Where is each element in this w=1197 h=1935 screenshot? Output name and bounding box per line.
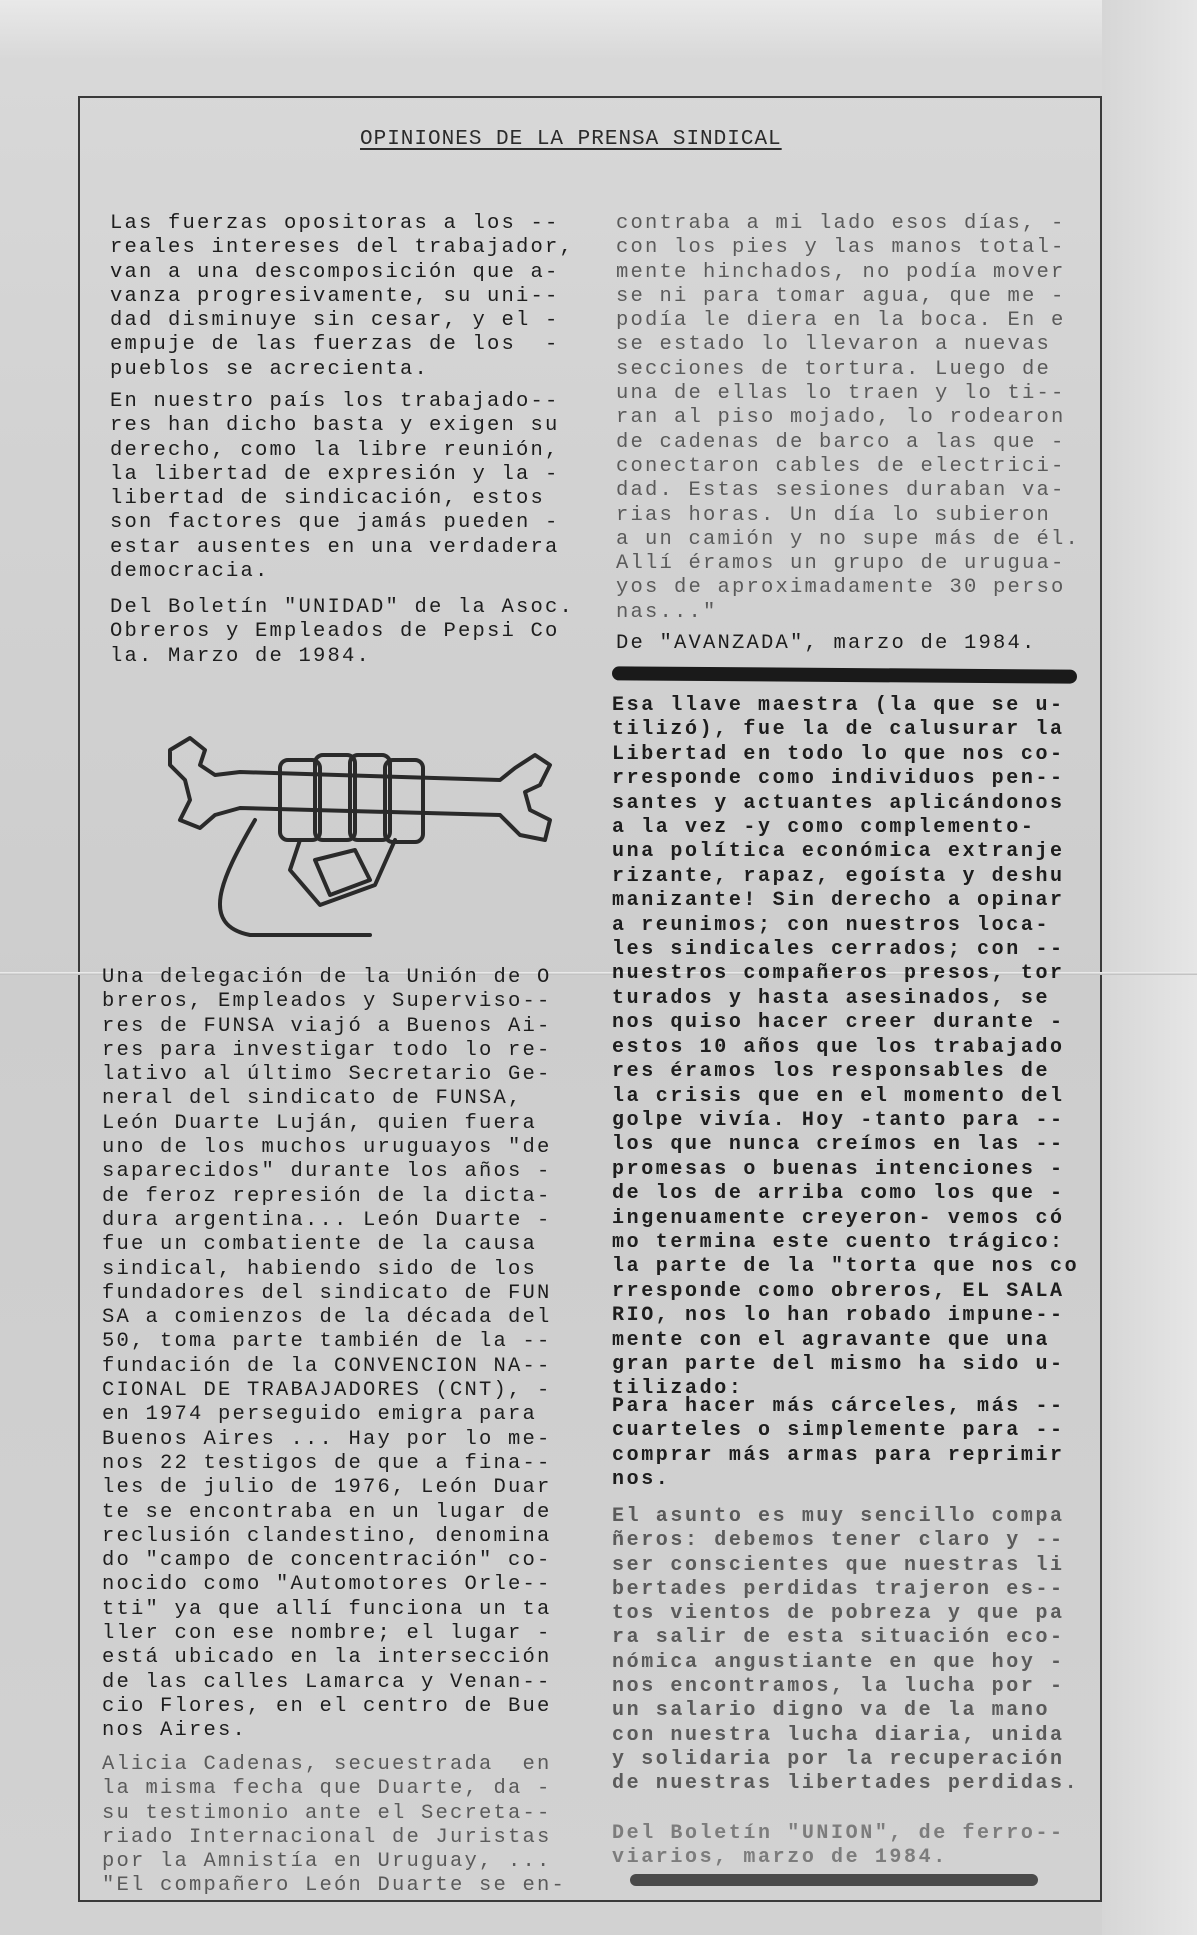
right-paragraph-testimony: contraba a mi lado esos días, - con los pies y las manos total- mente hinchados, no podía mover se ni para tomar agua, que me - podía le diera en la boca. En e se estado lo llevaron a nuevas secciones de tortura. Luego de una de ellas lo traen y lo ti-- ran al piso mojado, lo rodearon de cadenas de barco a las que - conectaron cables de electrici- dad. Estas sesiones duraban va- rias horas. Un día lo subieron a un camión y no supe más de él. Allí éramos un grupo de urugua- yos de aproximadamente 30 perso nas..." (616, 212, 1081, 624)
bottom-ink-bar (630, 1874, 1038, 1886)
left-source-unidad: Del Boletín "UNIDAD" de la Asoc. Obreros y Empleados de Pepsi Co la. Marzo de 1984. (110, 596, 575, 668)
right-source-union: Del Boletín "UNION", de ferro-- viarios, marzo de 1984. (612, 1822, 1065, 1870)
left-paragraph-1: Las fuerzas opositoras a los -- reales intereses del trabajador, van a una descomposición que a- vanza progresivamente, su uni-- dad disminuye sin cesar, y el - empuje de las fuerzas de los - pueblos se acrecienta. (110, 212, 575, 381)
left-paragraph-2: En nuestro país los trabajado-- res han dicho basta y exigen su derecho, como la libre reunión, la libertad de expresión y la - libertad de sindicación, estos son factores que jamás pueden - estar ausentes en una verdadera democracia. (110, 390, 560, 584)
right-paragraph-asunto: El asunto es muy sencillo compa ñeros: debemos tener claro y -- ser conscientes que nuestras li bertades perdidas trajeron es-- tos vientos de pobreza y que pa ra salir de esta situación eco- nómica angustiante en que hoy - nos encontramos, la lucha por - un salario digno va de la mano con nuestra lucha diaria, unida y solidaria por la recuperación de nuestras libertades perdidas. (612, 1505, 1080, 1796)
right-paragraph-llave-maestra: Esa llave maestra (la que se u- tilizó), fue la de calusurar la Libertad en todo lo que nos co- rresponde como individuos pen-- santes y actuantes aplicándonos a la vez -y como complemento- una política económica extranje rizante, rapaz, egoísta y deshu manizante! Sin derecho a opinar a reunimos; con nuestros loca- les sindicales cerrados; con -- nuestros compañeros presos, tor turados y hasta asesinados, se nos quiso hacer creer durante - estos 10 años que los trabajado res éramos los responsables de la crisis que en el momento del golpe vivía. Hoy -tanto para -- los que nunca creímos en las -- promesas o buenas intenciones - de los de arriba como los que - ingenuamente creyeron- vemos có mo termina este cuento trágico: la parte de la "torta que nos co rresponde como obreros, EL SALA RIO, nos lo han robado impune-- mente con el agravante que una gran parte del mismo ha sido u- tilizado: (612, 694, 1080, 1401)
left-paragraph-funsa: Una delegación de la Unión de O breros, Empleados y Superviso-- res de FUNSA viajó a Buenos Ai- res para investigar todo lo re- lativo al último Secretario Ge- neral del sindicato de FUNSA, León Duarte Luján, quien fuera uno de los muchos uruguayos "de saparecidos" durante los años - de feroz represión de la dicta- dura argentina... León Duarte - fue un combatiente de la causa sindical, habiendo sido de los fundadores del sindicato de FUN SA a comienzos de la década del 50, toma parte también de la -- fundación de la CONVENCION NA-- CIONAL DE TRABAJADORES (CNT), - en 1974 perseguido emigra para Buenos Aires ... Hay por lo me- nos 22 testigos de que a fina-- les de julio de 1976, León Duar te se encontraba en un lugar de reclusión clandestino, denomina do "campo de concentración" co- nocido como "Automotores Orle-- tti" ya que allí funciona un ta ller con ese nombre; el lugar - está ubicado en la intersección de las calles Lamarca y Venan-- cio Flores, en el centro de Bue nos Aires. (102, 966, 552, 1743)
page-title: OPINIONES DE LA PRENSA SINDICAL (360, 128, 782, 151)
right-source-avanzada: De "AVANZADA", marzo de 1984. (616, 632, 1037, 655)
wrench-fist-illustration (160, 720, 560, 945)
paper-edge (1102, 0, 1197, 1935)
left-paragraph-alicia: Alicia Cadenas, secuestrada en la misma fecha que Duarte, da - su testimonio ante el Secreta-- riado Internacional de Juristas por la Amnistía en Uruguay, ... "El compañero León Duarte se en- (102, 1753, 567, 1898)
right-paragraph-carceles: Para hacer más cárceles, más -- cuarteles o simplemente para -- comprar más armas para reprimir nos. (612, 1395, 1065, 1491)
